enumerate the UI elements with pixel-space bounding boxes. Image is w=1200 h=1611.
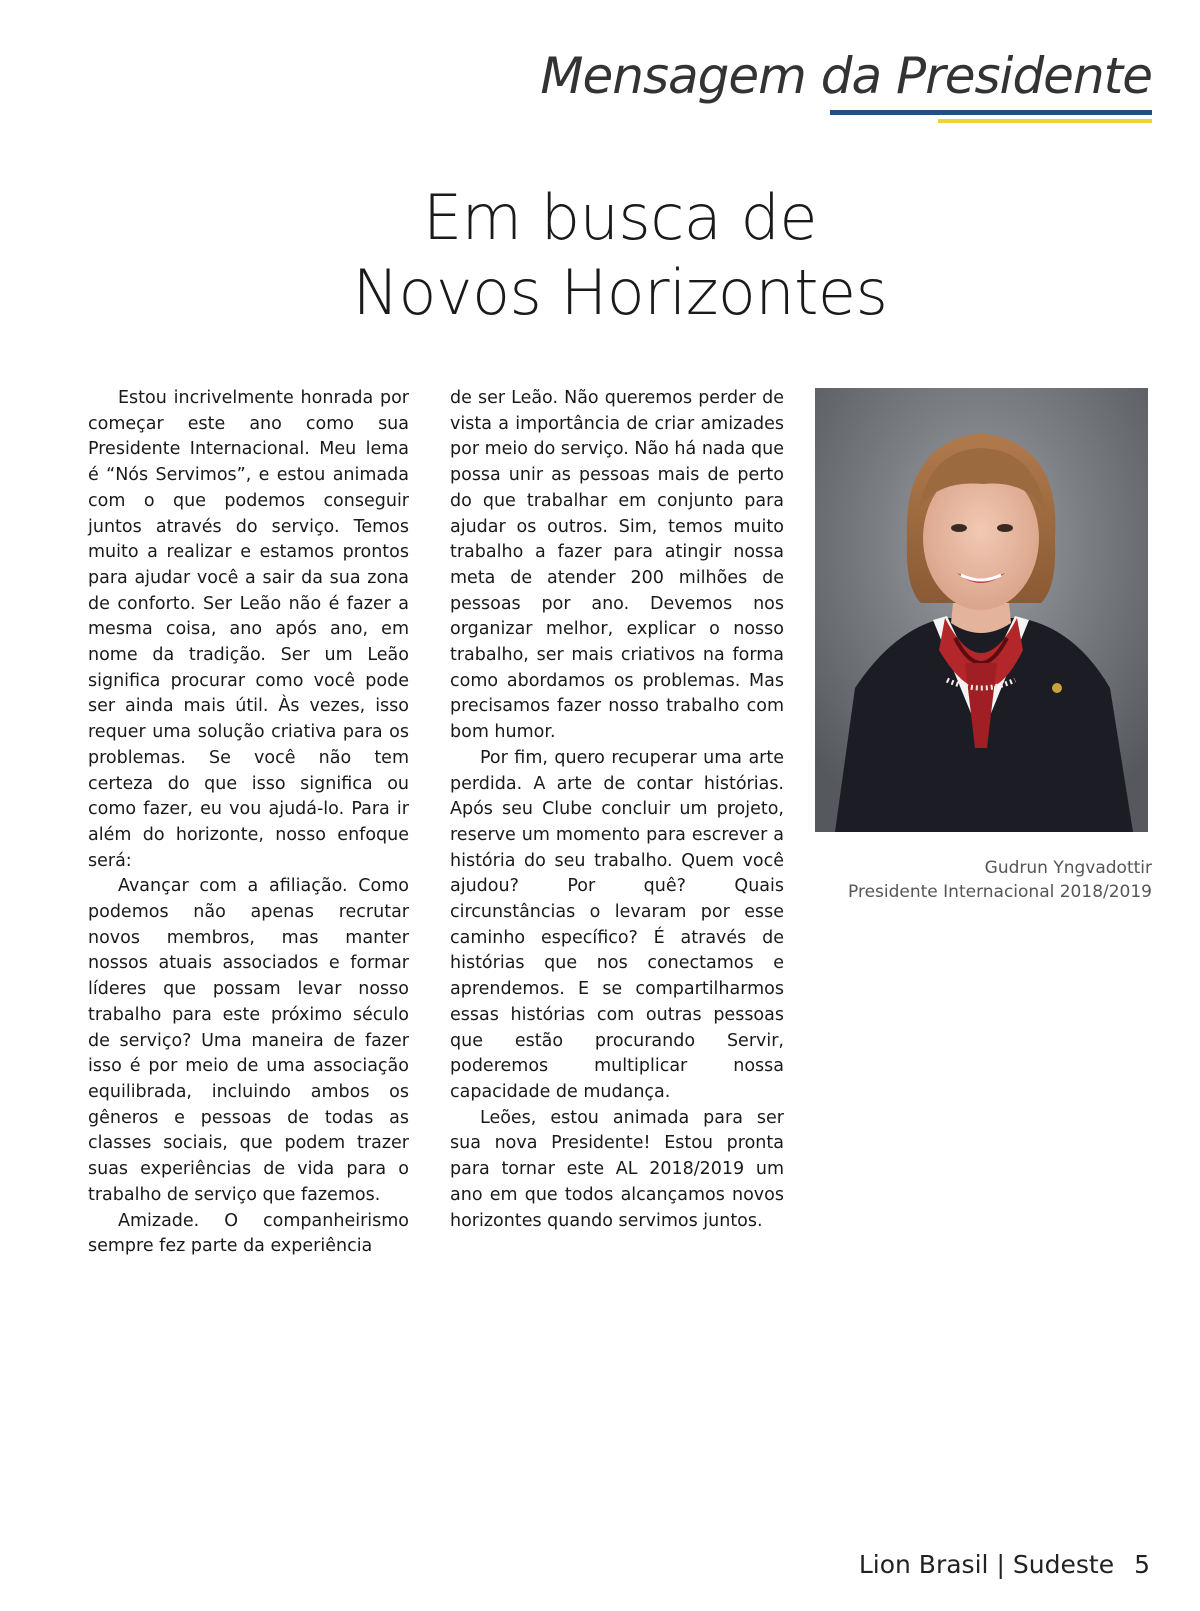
header-rule-blue [830, 110, 1152, 115]
section-title: Mensagem da Presidente [540, 47, 1152, 105]
headline-line-2: Novos Horizontes [352, 256, 888, 329]
header-rule-yellow [938, 119, 1152, 123]
paragraph: Por fim, quero recuperar uma arte perdida. A arte de contar histórias. Após seu Clube concluir um projeto, reserve um momento para escrever a história do seu trabalho. Quem você ajudou? Por quê? Quais circunstâncias o levaram por esse caminho específico? É através de histórias que nos conectamos e aprendemos. E se compartilharmos essas histórias com outras pessoas que estão procurando Servir, poderemos multiplicar nossa capacidade de mudança. [450, 747, 784, 1102]
article-headline [0, 180, 1200, 330]
headline-line-1: Em busca de [422, 181, 818, 254]
paragraph: de ser Leão. Não queremos perder de vista a importância de criar amizades por meio do serviço. Não há nada que possa unir as pessoas mais de perto do que trabalhar em conjunto para ajudar os outros. Sim, temos muito trabalho a fazer para atingir nossa meta de atender 200 milhões de pessoas por ano. Devemos nos organizar melhor, explicar o nosso trabalho, ser mais criativos na forma como abordamos os problemas. Mas precisamos fazer nosso trabalho com bom humor. [450, 388, 784, 743]
paragraph: Avançar com a afiliação. Como podemos não apenas recrutar novos membros, mas manter nossos atuais associados e formar líderes que possam levar nosso trabalho para este próximo século de serviço? Uma maneira de fazer isso é por meio de uma associação equilibrada, incluindo ambos os gêneros e pessoas de todas as classes sociais, que podem trazer suas experiências de vida para o trabalho de serviço que fazemos. [88, 876, 409, 1205]
page-footer [859, 1550, 1150, 1579]
caption-title: Presidente Internacional 2018/2019 [848, 882, 1152, 902]
president-portrait [815, 388, 1148, 832]
footer-publication: Lion Brasil [858, 1550, 989, 1579]
article-column-1 [88, 386, 409, 1260]
page-number: 5 [1134, 1550, 1150, 1579]
portrait-illustration [815, 388, 1148, 832]
photo-caption [848, 856, 1152, 904]
section-header [540, 44, 1152, 108]
paragraph: Amizade. O companheirismo sempre fez parte da experiência [88, 1210, 409, 1257]
footer-separator: | [996, 1550, 1005, 1579]
paragraph: Estou incrivelmente honrada por começar este ano como sua Presidente Internacional. Meu lema é “Nós Servimos”, e estou animada com o que podemos conseguir juntos através do serviço. Temos muito a realizar e estamos prontos para ajudar você a sair da sua zona de conforto. Ser Leão não é fazer a mesma coisa, ano após ano, em nome da tradição. Ser um Leão significa procurar como você pode ser ainda mais útil. Às vezes, isso requer uma solução criativa para os problemas. Se você não tem certeza do que isso significa ou como fazer, eu vou ajudá-lo. Para ir além do horizonte, nosso enfoque será: [88, 388, 409, 871]
footer-region: Sudeste [1012, 1550, 1115, 1579]
caption-name: Gudrun Yngvadottir [984, 858, 1152, 878]
paragraph: Leões, estou animada para ser sua nova Presidente! Estou pronta para tornar este AL 2018/2019 um ano em que todos alcançamos novos horizontes quando servimos juntos. [450, 1107, 784, 1231]
article-column-2 [450, 386, 784, 1234]
